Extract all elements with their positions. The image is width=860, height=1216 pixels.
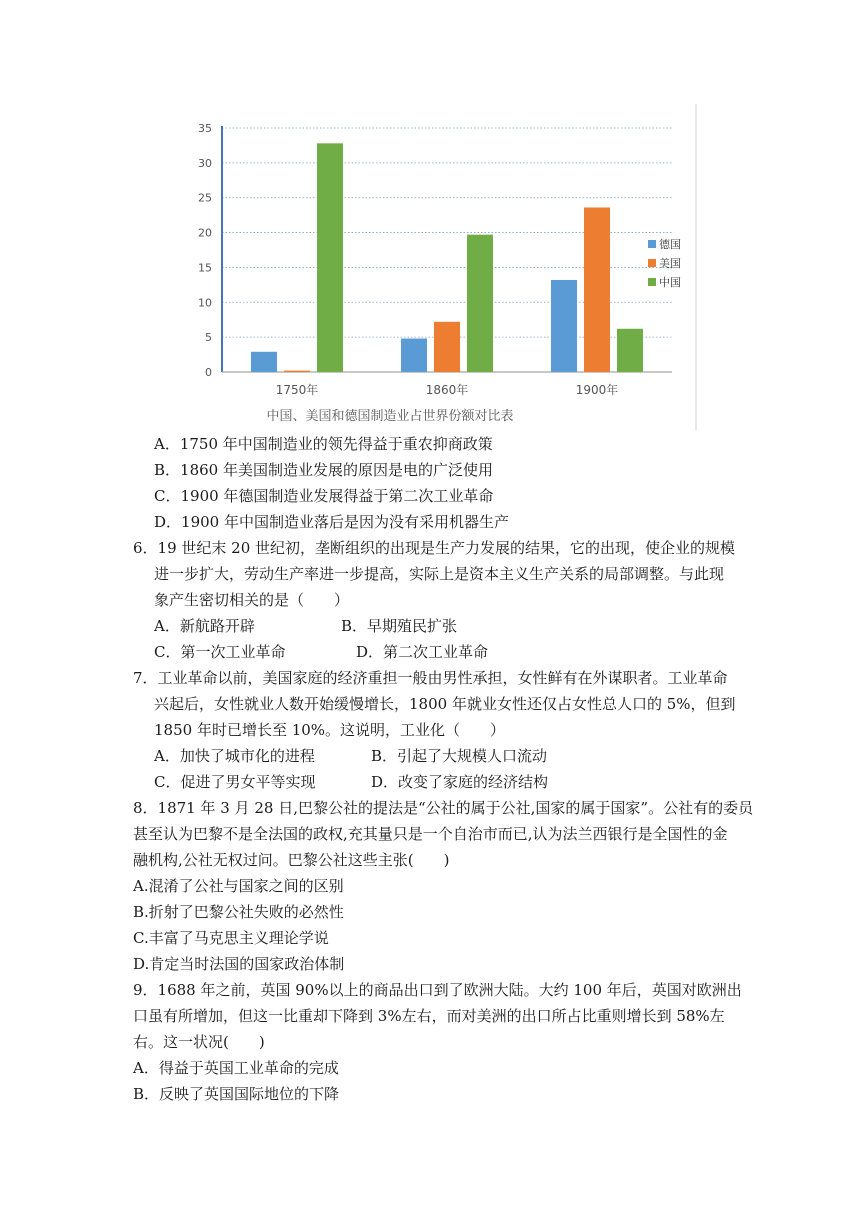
bar (551, 280, 577, 372)
q9-stem-line2: 口虽有所增加，但这一比重却下降到 3%左右，而对美洲的出口所占比重则增长到 58%左 (133, 1007, 725, 1025)
bar (401, 339, 427, 372)
x-tick-label: 1750年 (275, 383, 319, 397)
q9-stem-line3: 右。这一状况( ) (133, 1033, 265, 1051)
y-tick-label: 35 (198, 122, 212, 135)
bar (584, 207, 610, 372)
q8-option-c: C.丰富了马克思主义理论学说 (133, 929, 329, 947)
q7-stem-line1: 7．工业革命以前，美国家庭的经济重担一般由男性承担，女性鲜有在外谋职者。工业革命 (133, 669, 728, 687)
y-tick-label: 5 (205, 331, 212, 345)
q8-option-b: B.折射了巴黎公社失败的必然性 (133, 903, 344, 921)
q8-stem-line2: 甚至认为巴黎不是全法国的政权,充其量只是一个自治市而已,认为法兰西银行是全国性的金 (133, 825, 728, 843)
legend-label: 德国 (659, 238, 681, 251)
q5-option-a: A．1750 年中国制造业的领先得益于重农抑商政策 (154, 435, 493, 453)
y-tick-label: 30 (198, 156, 212, 170)
q6-option-b: B．早期殖民扩张 (341, 617, 458, 635)
q6-stem-line1: 6．19 世纪末 20 世纪初，垄断组织的出现是生产力发展的结果，它的出现，使企业的规模 (133, 539, 736, 557)
y-tick-label: 25 (198, 191, 212, 205)
q7-stem-line2: 兴起后，女性就业人数开始缓慢增长，1800 年就业女性还仅占女性总人口的 5%，但到 (154, 695, 736, 713)
q6-stem-line2: 进一步扩大，劳动生产率进一步提高，实际上是资本主义生产关系的局部调整。与此现 (154, 565, 725, 583)
bar (251, 352, 277, 372)
y-tick-label: 15 (198, 261, 212, 275)
y-tick-label: 20 (198, 226, 212, 240)
bar (467, 235, 493, 372)
legend-label: 美国 (659, 257, 681, 270)
q9-option-b: B．反映了英国国际地位的下降 (133, 1085, 340, 1103)
q5-option-c: C．1900 年德国制造业发展得益于第二次工业革命 (154, 487, 494, 505)
q9-option-a: A．得益于英国工业革命的完成 (133, 1059, 339, 1077)
q7-option-c: C．促进了男女平等实现 (154, 773, 316, 791)
legend-label: 中国 (659, 276, 681, 289)
bar (317, 143, 343, 372)
q5-option-d: D．1900 年中国制造业落后是因为没有采用机器生产 (154, 513, 509, 531)
q6-stem-line3: 象产生密切相关的是（ ） (154, 591, 350, 609)
x-tick-label: 1900年 (575, 383, 619, 397)
q9-stem-line1: 9．1688 年之前，英国 90%以上的商品出口到了欧洲大陆。大约 100 年后，英国对欧洲出 (133, 981, 742, 999)
y-tick-label: 0 (205, 366, 212, 379)
legend-swatch (648, 259, 656, 267)
q7-option-d: D．改变了家庭的经济结构 (371, 773, 549, 791)
q8-stem-line3: 融机构,公社无权过问。巴黎公社这些主张( ) (133, 851, 450, 869)
legend-swatch (648, 278, 656, 286)
q7-stem-line3: 1850 年时已增长至 10%。这说明，工业化（ ） (154, 721, 506, 739)
bar (434, 322, 460, 372)
chart-title: 中国、美国和德国制造业占世界份额对比表 (266, 409, 514, 424)
q7-option-b: B．引起了大规模人口流动 (371, 747, 548, 765)
q6-option-a: A．新航路开辟 (154, 617, 255, 635)
bar (284, 371, 310, 372)
x-tick-label: 1860年 (425, 383, 469, 397)
y-tick-label: 10 (198, 296, 212, 310)
legend-swatch (648, 240, 656, 248)
q8-option-a: A.混淆了公社与国家之间的区别 (133, 877, 344, 895)
q8-stem-line1: 8．1871 年 3 月 28 日,巴黎公社的提法是“公社的属于公社,国家的属于国家”。公社有的委员 (133, 799, 754, 817)
q5-option-b: B．1860 年美国制造业发展的原因是电的广泛使用 (154, 461, 493, 479)
q8-option-d: D.肯定当时法国的国家政治体制 (133, 955, 345, 973)
q6-option-d: D．第二次工业革命 (356, 643, 489, 661)
bar-chart (190, 100, 700, 432)
bar (617, 329, 643, 372)
q7-option-a: A．加快了城市化的进程 (154, 747, 315, 765)
chart-canvas (190, 100, 700, 432)
q6-option-c: C．第一次工业革命 (154, 643, 286, 661)
